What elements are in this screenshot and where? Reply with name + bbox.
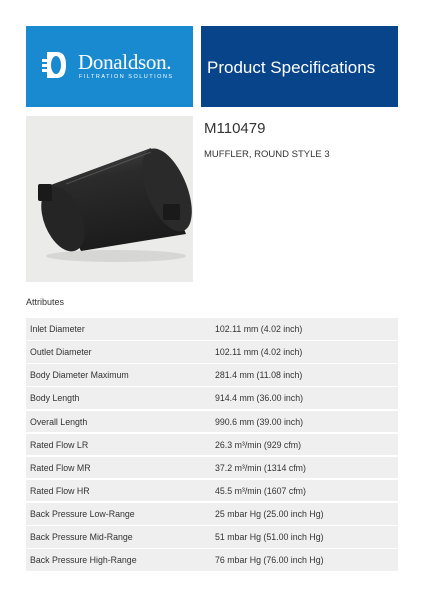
donaldson-emblem-icon: [41, 50, 67, 80]
attribute-name: Back Pressure Low-Range: [30, 509, 135, 520]
header-banner: [201, 26, 398, 107]
table-row: [26, 526, 398, 548]
brand-name: Donaldson.: [78, 50, 172, 74]
brand-tagline: FILTRATION SOLUTIONS: [79, 74, 174, 80]
attribute-value: 102.11 mm (4.02 inch): [215, 324, 303, 334]
page-title: Product Specifications: [207, 58, 376, 77]
attribute-name: Body Length: [30, 393, 80, 404]
part-description: MUFFLER, ROUND STYLE 3: [204, 149, 330, 160]
table-row: [26, 480, 398, 502]
part-number: M110479: [204, 120, 266, 137]
attribute-value: 281.4 mm (11.08 inch): [215, 370, 303, 381]
table-row: [26, 364, 398, 386]
product-photo: [26, 116, 193, 282]
attribute-name: Overall Length: [30, 416, 88, 427]
attribute-name: Back Pressure High-Range: [30, 555, 137, 566]
table-row: [26, 434, 398, 456]
table-row: [26, 318, 398, 340]
attribute-name: Body Diameter Maximum: [30, 370, 129, 381]
muffler-image-icon: [26, 116, 193, 282]
attribute-value: 25 mbar Hg (25.00 inch Hg): [215, 509, 324, 520]
table-row: [26, 341, 398, 363]
attribute-value: 45.5 m³/min (1607 cfm): [215, 485, 306, 496]
attribute-name: Rated Flow MR: [30, 462, 91, 473]
attribute-value: 990.6 mm (39.00 inch): [215, 416, 304, 427]
attribute-value: 26.3 m³/min (929 cfm): [215, 439, 302, 450]
attribute-name: Outlet Diameter: [30, 347, 92, 358]
attribute-name: Back Pressure Mid-Range: [30, 532, 133, 543]
attribute-name: Inlet Diameter: [30, 324, 85, 334]
attribute-value: 37.2 m³/min (1314 cfm): [215, 462, 306, 473]
table-row: [26, 549, 398, 571]
brand-logo-box: [26, 26, 193, 107]
table-row: [26, 503, 398, 525]
attribute-name: Rated Flow LR: [30, 439, 89, 450]
table-row: [26, 387, 398, 409]
attribute-value: 102.11 mm (4.02 inch): [215, 347, 303, 358]
attribute-value: 914.4 mm (36.00 inch): [215, 393, 304, 404]
table-row: [26, 411, 398, 433]
attribute-value: 51 mbar Hg (51.00 inch Hg): [215, 532, 324, 543]
attributes-heading: Attributes: [26, 297, 65, 307]
attributes-table: [26, 318, 398, 573]
attribute-value: 76 mbar Hg (76.00 inch Hg): [215, 555, 324, 566]
attribute-name: Rated Flow HR: [30, 485, 90, 496]
table-row: [26, 457, 398, 479]
